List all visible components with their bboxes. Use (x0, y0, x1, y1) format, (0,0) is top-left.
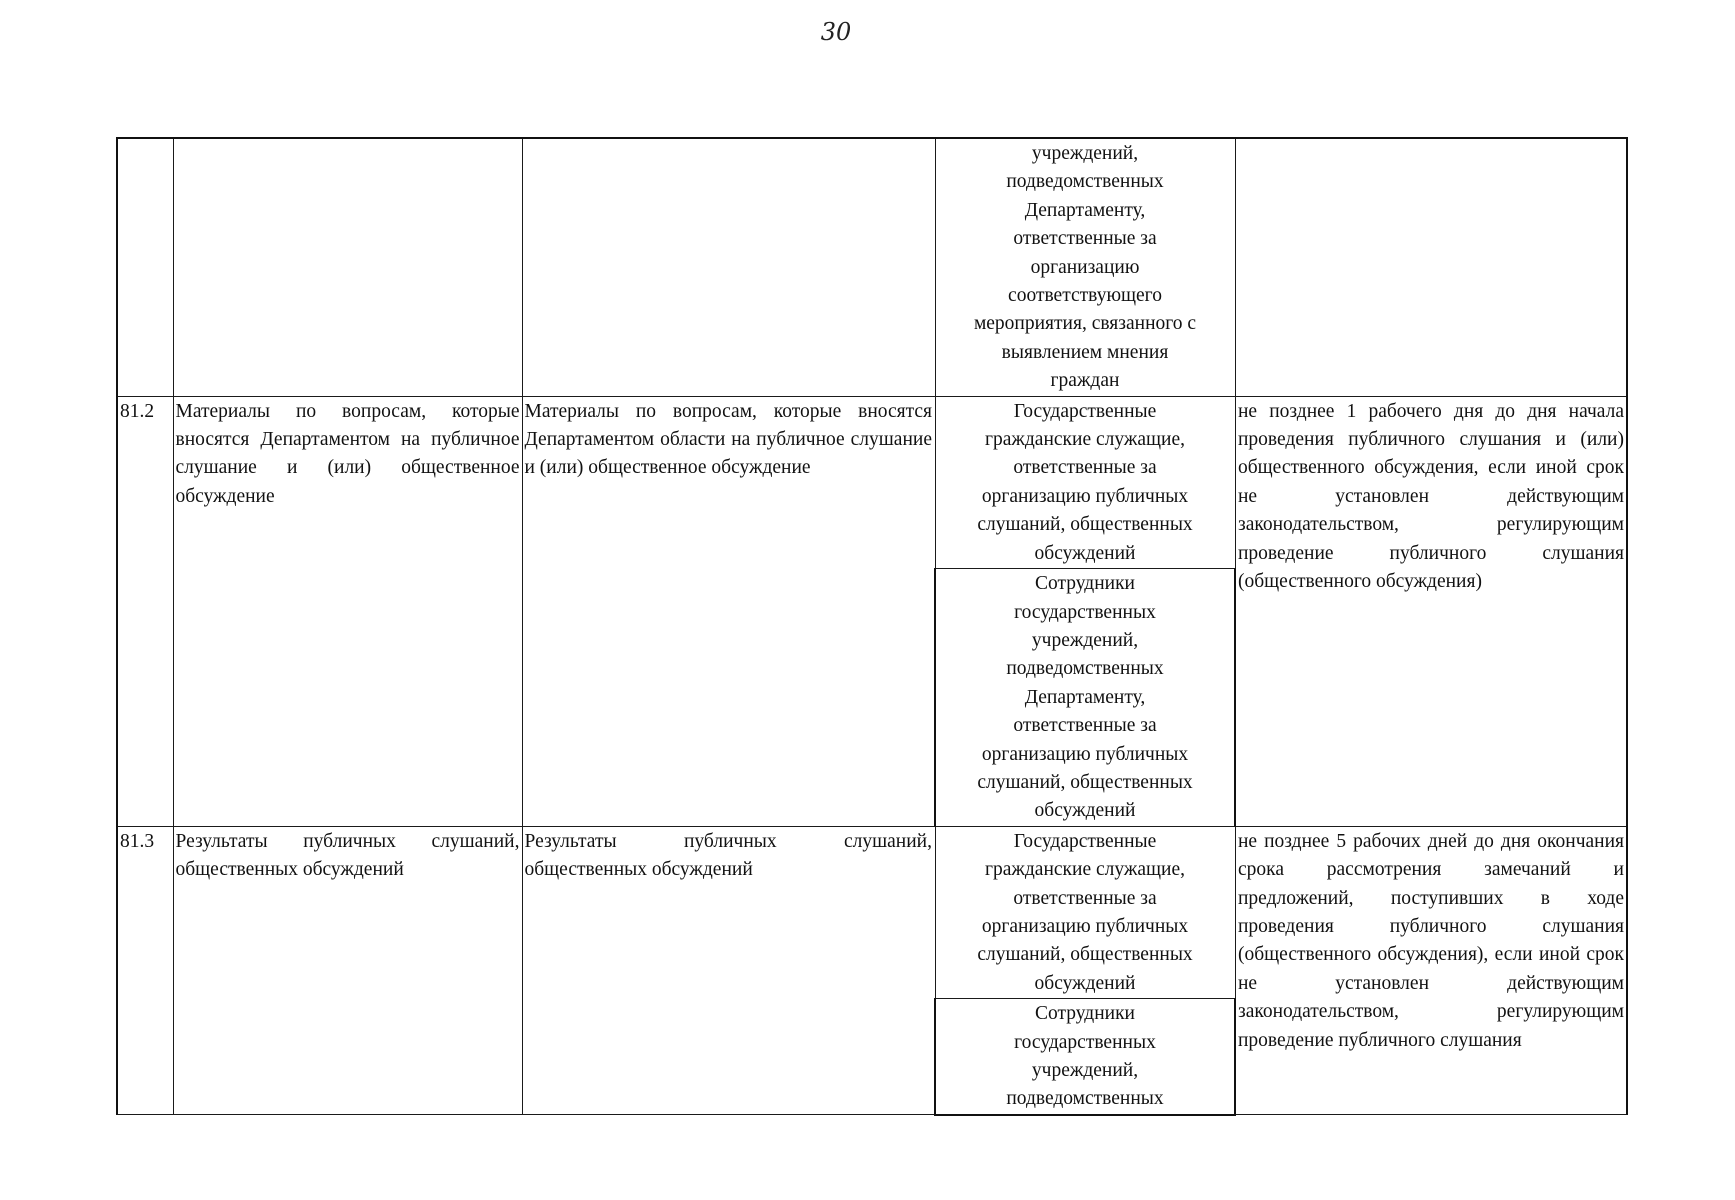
table-row-continuation (117, 138, 1627, 396)
responsible-institution-staff-cell: Сотрудники государственных учреждений, подведомственных Департаменту, ответственные за организацию публичных слушаний, общественных обсуждений (935, 569, 1235, 827)
materials-cell (522, 138, 935, 396)
item-name-cell (173, 138, 522, 396)
item-name-cell: Материалы по вопросам, которые вносятся Департаментом на публичное слушание и (или) общественное обсуждение (173, 396, 522, 826)
row-number-cell: 81.2 (117, 396, 173, 826)
responsible-civil-servants-cell: Государственные гражданские служащие, ответственные за организацию публичных слушаний, общественных обсуждений (935, 396, 1235, 568)
row-number-cell: 81.3 (117, 826, 173, 1115)
document-table (116, 137, 1628, 1116)
table-row-81-2 (117, 396, 1627, 568)
page-number: 30 (820, 18, 852, 46)
row-number-cell (117, 138, 173, 396)
materials-cell: Материалы по вопросам, которые вносятся Департаментом области на публичное слушание и (или) общественное обсуждение (522, 396, 935, 826)
table-row-81-3 (117, 826, 1627, 998)
deadline-cell: не позднее 5 рабочих дней до дня окончания срока рассмотрения замечаний и предложений, поступивших в ходе проведения публичного слушания (общественного обсуждения), если иной срок не установлен действующим законодательством, регулирующим проведение публичного слушания (1235, 826, 1627, 1115)
responsible-institution-staff-cell: Сотрудники государственных учреждений, подведомственных (935, 999, 1235, 1115)
deadline-cell: не позднее 1 рабочего дня до дня начала проведения публичного слушания и (или) общественного обсуждения, если иной срок не установлен действующим законодательством, регулирующим проведение публичного слушания (общественного обсуждения) (1235, 396, 1627, 826)
item-name-cell: Результаты публичных слушаний, общественных обсуждений (173, 826, 522, 1115)
deadline-cell (1235, 138, 1627, 396)
responsible-civil-servants-cell: Государственные гражданские служащие, ответственные за организацию публичных слушаний, общественных обсуждений (935, 826, 1235, 998)
responsible-cell: учреждений, подведомственных Департаменту, ответственные за организацию соответствующего мероприятия, связанного с выявлением мнения граждан (935, 138, 1235, 396)
materials-cell: Результаты публичных слушаний, общественных обсуждений (522, 826, 935, 1115)
